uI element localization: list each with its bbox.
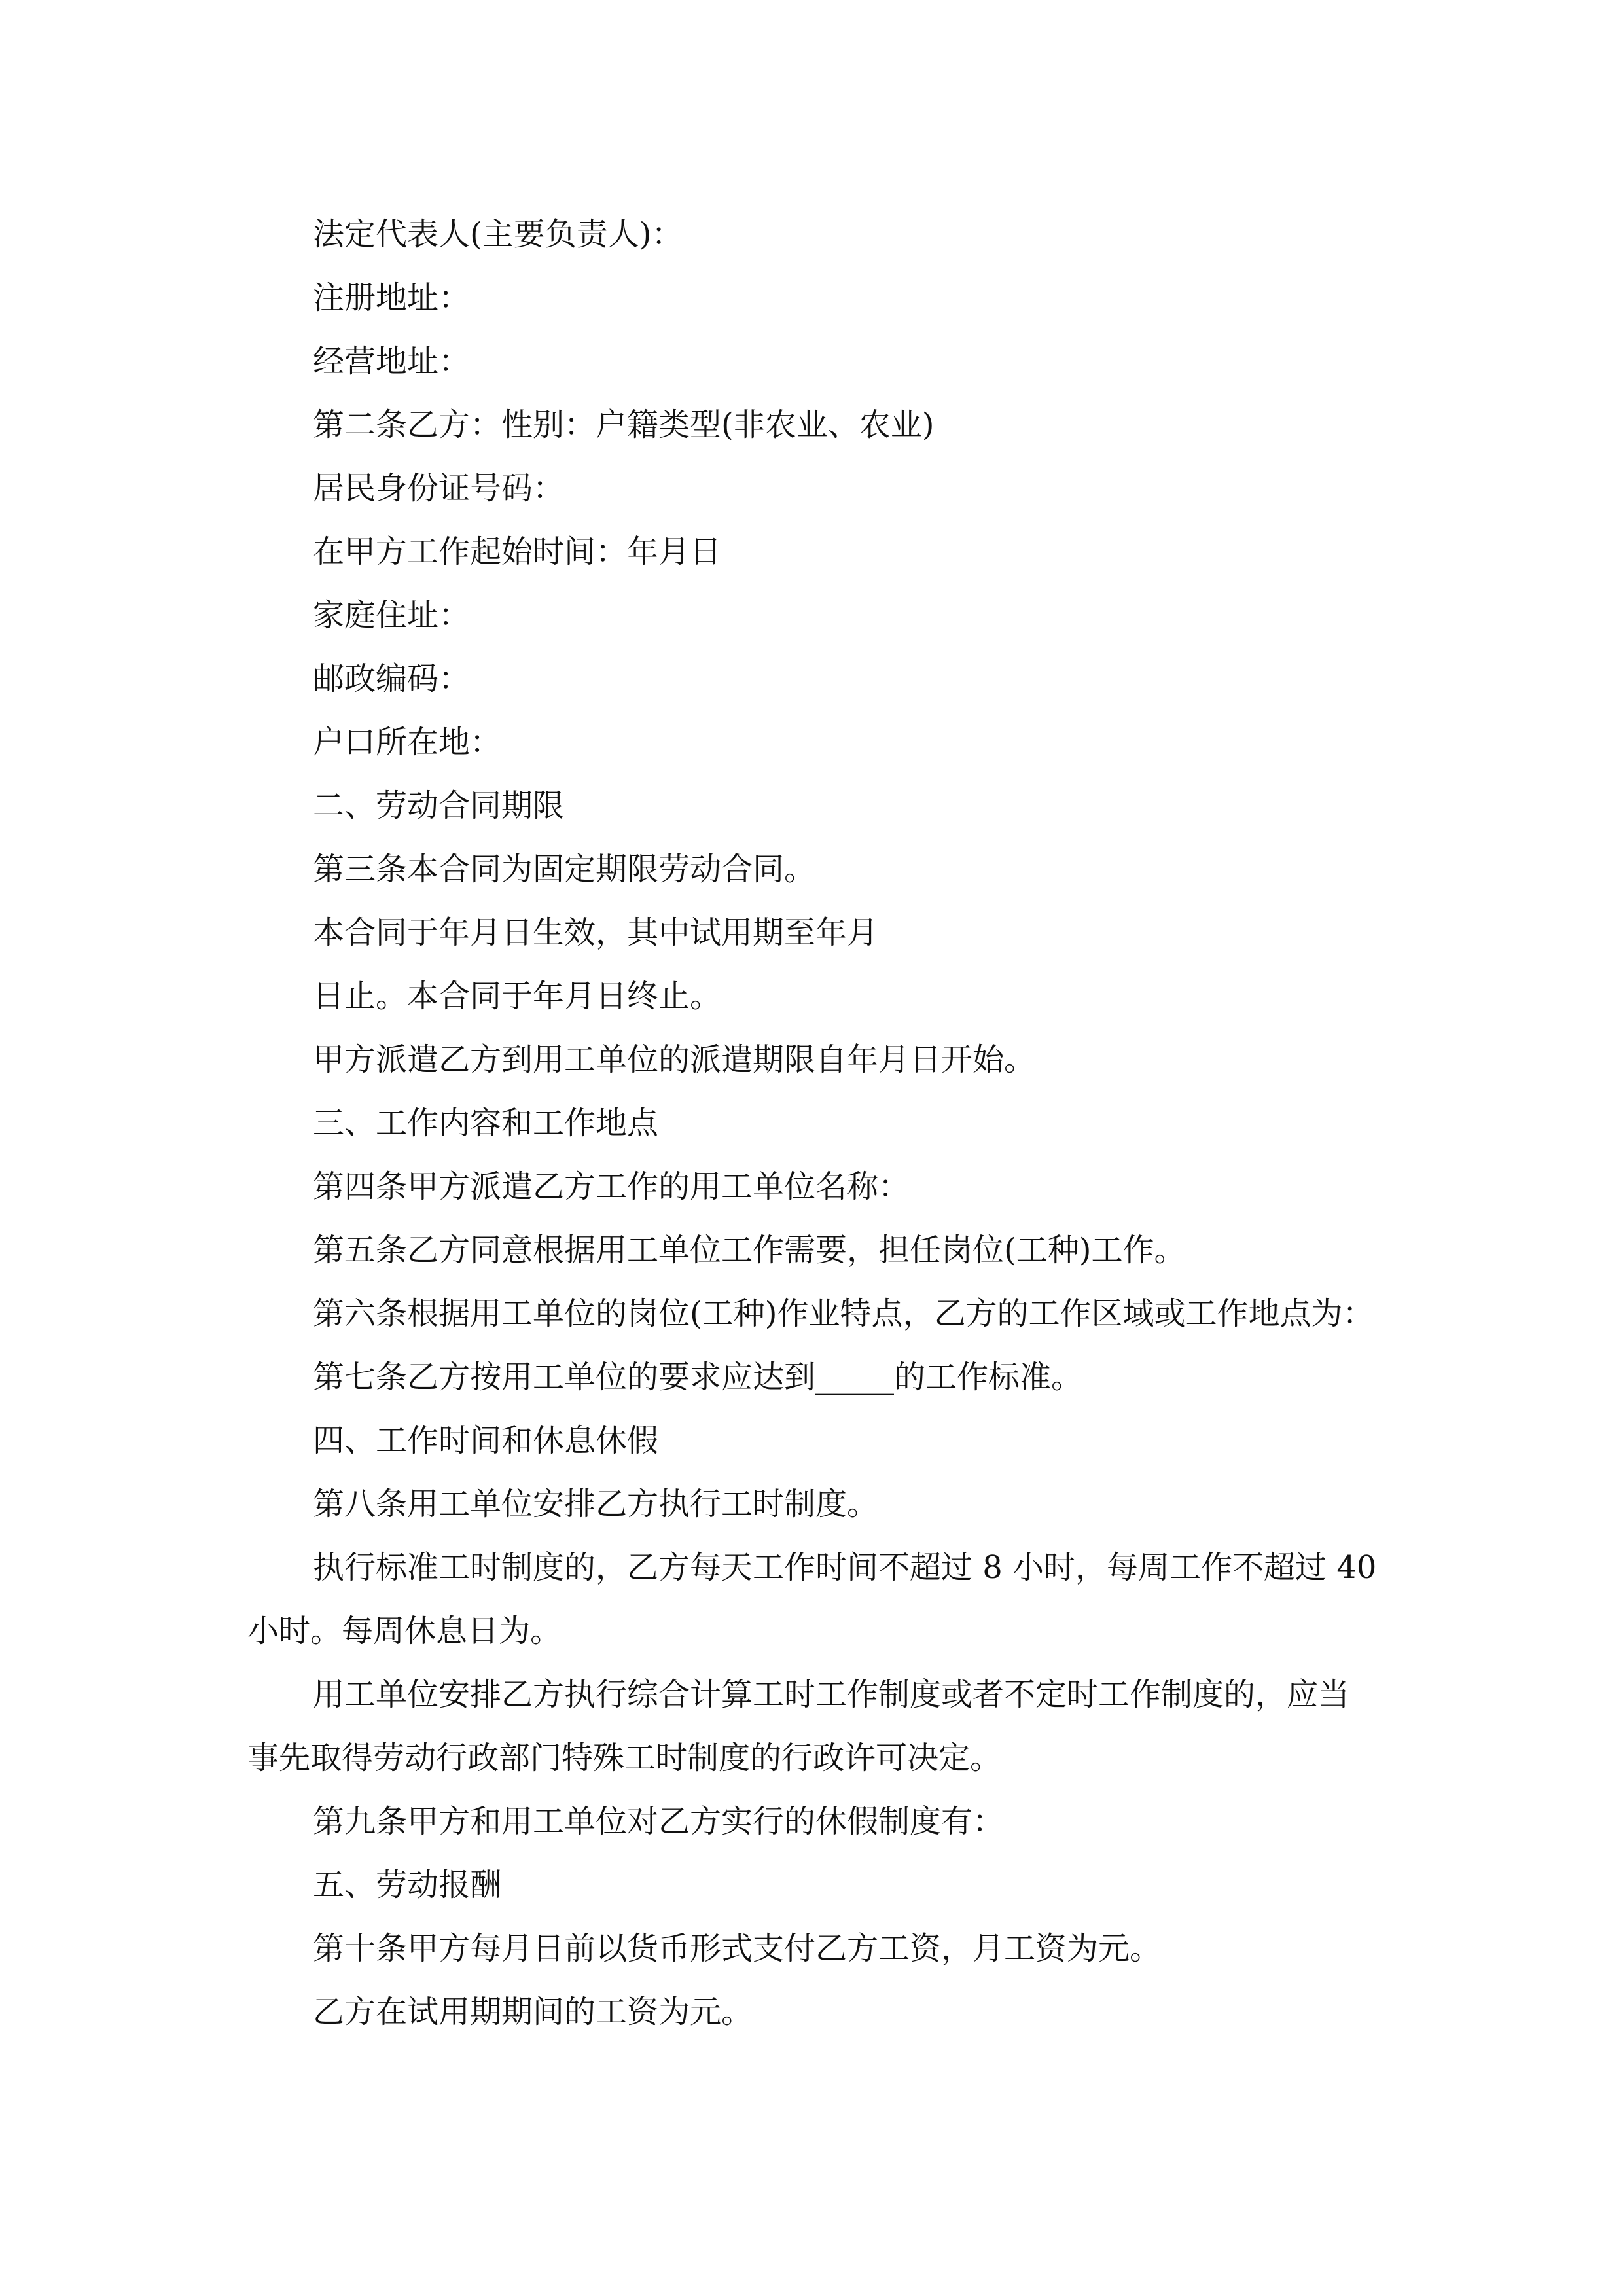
text-line-postal-code: 邮政编码：: [313, 660, 471, 697]
text-line-home-address: 家庭住址：: [313, 597, 471, 634]
text-line-end-date: 日止。本合同于年月日终止。: [313, 978, 722, 1014]
text-line-start-date: 在甲方工作起始时间：年月日: [313, 533, 722, 570]
text-line-article-7: 第七条乙方按用工单位的要求应达到_____的工作标准。: [313, 1359, 1083, 1395]
section-heading-remuneration: 五、劳动报酬: [313, 1867, 502, 1903]
text-line-article-3: 第三条本合同为固定期限劳动合同。: [313, 851, 816, 888]
text-line-dispatch-period: 甲方派遣乙方到用工单位的派遣期限自年月日开始。: [313, 1041, 1036, 1078]
section-heading-work-content: 三、工作内容和工作地点: [313, 1105, 659, 1141]
paragraph-line: 执行标准工时制度的，乙方每天工作时间不超过 8 小时，每周工作不超过 40: [313, 1549, 1377, 1586]
paragraph-line: 小时。每周休息日为。: [247, 1613, 562, 1649]
section-heading-contract-term: 二、劳动合同期限: [313, 787, 565, 824]
paragraph-line: 事先取得劳动行政部门特殊工时制度的行政许可决定。: [247, 1740, 1002, 1776]
paragraph-comprehensive-hours: [247, 1663, 1386, 1790]
text-line-business-address: 经营地址：: [313, 343, 471, 380]
paragraph-line: 用工单位安排乙方执行综合计算工时工作制度或者不定时工作制度的，应当: [313, 1676, 1350, 1713]
document-body: [247, 203, 1386, 2044]
section-heading-working-hours: 四、工作时间和休息休假: [313, 1422, 659, 1459]
text-line-article-8: 第八条用工单位安排乙方执行工时制度。: [313, 1486, 879, 1522]
text-line-article-4: 第四条甲方派遣乙方工作的用工单位名称：: [313, 1168, 910, 1205]
text-line-id-number: 居民身份证号码：: [313, 470, 565, 507]
paragraph-standard-hours: [247, 1536, 1386, 1663]
text-line-article-9: 第九条甲方和用工单位对乙方实行的休假制度有：: [313, 1803, 1005, 1840]
text-line-article-10: 第十条甲方每月日前以货币形式支付乙方工资，月工资为元。: [313, 1930, 1162, 1967]
text-line-effective-date: 本合同于年月日生效，其中试用期至年月: [313, 914, 879, 951]
text-line-household-registration: 户口所在地：: [313, 724, 502, 761]
text-line-article-2: 第二条乙方：性别：户籍类型(非农业、农业): [313, 406, 935, 443]
text-line-article-5: 第五条乙方同意根据用工单位工作需要，担任岗位(工种)工作。: [313, 1232, 1186, 1268]
text-line-article-6: 第六条根据用工单位的岗位(工种)作业特点，乙方的工作区域或工作地点为：: [313, 1295, 1374, 1332]
text-line-legal-representative: 法定代表人(主要负责人)：: [313, 216, 683, 253]
text-line-registered-address: 注册地址：: [313, 279, 471, 316]
text-line-probation-salary: 乙方在试用期期间的工资为元。: [313, 1994, 753, 2030]
